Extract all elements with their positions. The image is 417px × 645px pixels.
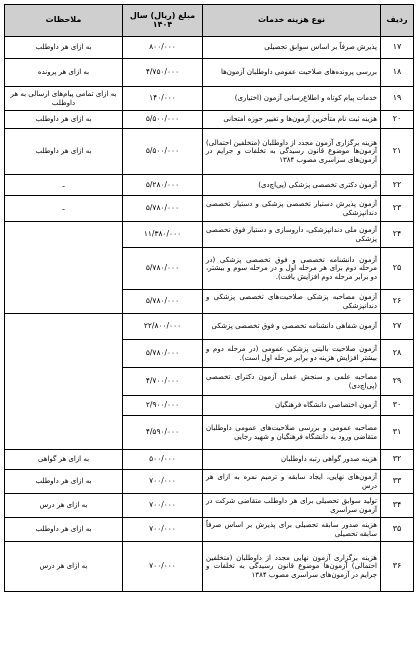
notes-cell: به ازای هر داوطلب bbox=[5, 111, 123, 129]
notes-cell bbox=[5, 314, 123, 450]
service-description: تولید سوابق تحصیلی برای هر داوطلب متقاضی شرکت در آزمون سراسری bbox=[203, 494, 381, 518]
service-description: آزمون دانشنامه تخصصی و فوق تخصصی پزشکی (در مرحله دوم برای هر مرحله اول و در مرحله سوم و بیشتر، دو برابر مرحله دوم افزایش یافت). bbox=[203, 248, 381, 290]
table-row bbox=[5, 450, 414, 470]
fee-table-body bbox=[5, 37, 414, 592]
header-amount: مبلغ (ریال) سال ۱۴۰۴ bbox=[123, 5, 203, 37]
row-number: ۳۵ bbox=[381, 518, 414, 542]
amount-value: ۴/۷۰۰/۰۰۰ bbox=[123, 368, 203, 396]
fee-table-container bbox=[4, 4, 413, 592]
table-row bbox=[5, 59, 414, 87]
service-description: هزینه ثبت نام متأخرین آزمون‌ها و تغییر حوزه امتحانی bbox=[203, 111, 381, 129]
table-row bbox=[5, 111, 414, 129]
notes-cell: ـ bbox=[5, 196, 123, 222]
amount-value: ۵۰۰/۰۰۰ bbox=[123, 450, 203, 470]
service-description: پذیرش صرفاً بر اساس سوابق تحصیلی bbox=[203, 37, 381, 59]
notes-cell: به ازای هر داوطلب bbox=[5, 129, 123, 175]
service-description: هزینه صدور گواهی رتبه داوطلبان bbox=[203, 450, 381, 470]
service-description: خدمات پیام کوتاه و اطلاع‌رسانی آزمون (اختیاری) bbox=[203, 87, 381, 111]
table-row bbox=[5, 518, 414, 542]
header-row-number: ردیف bbox=[381, 5, 414, 37]
row-number: ۲۸ bbox=[381, 340, 414, 368]
service-description: هزینه صدور سابقه تحصیلی برای پذیرش بر اساس صرفاً سابقه تحصیلی bbox=[203, 518, 381, 542]
row-number: ۲۳ bbox=[381, 196, 414, 222]
service-description: مصاحبه عمومی و بررسی صلاحیت‌های عمومی داوطلبان متقاضی ورود به دانشگاه فرهنگیان و شهید رجایی bbox=[203, 416, 381, 450]
row-number: ۲۱ bbox=[381, 129, 414, 175]
amount-value: ۱۴۰/۰۰۰ bbox=[123, 87, 203, 111]
row-number: ۳۰ bbox=[381, 396, 414, 416]
amount-value: ۴/۷۵۰/۰۰۰ bbox=[123, 59, 203, 87]
amount-value: ۲/۹۰۰/۰۰۰ bbox=[123, 396, 203, 416]
amount-value: ۷۰۰/۰۰۰ bbox=[123, 518, 203, 542]
amount-value: ۷۰۰/۰۰۰ bbox=[123, 494, 203, 518]
row-number: ۳۶ bbox=[381, 542, 414, 592]
row-number: ۲۷ bbox=[381, 314, 414, 340]
amount-value: ۵/۵۰۰/۰۰۰ bbox=[123, 129, 203, 175]
row-number: ۲۴ bbox=[381, 222, 414, 248]
notes-cell: به ازای هر داوطلب bbox=[5, 37, 123, 59]
table-row bbox=[5, 470, 414, 494]
amount-value: ۸۰۰/۰۰۰ bbox=[123, 37, 203, 59]
table-row bbox=[5, 196, 414, 222]
row-number: ۱۸ bbox=[381, 59, 414, 87]
header-service-type: نوع هزینه خدمات bbox=[203, 5, 381, 37]
service-description: آزمون ملی دندانپزشکی، داروسازی و دستیار فوق تخصصی پزشکی bbox=[203, 222, 381, 248]
notes-cell: ـ bbox=[5, 175, 123, 196]
amount-value: ۵/۷۸۰/۰۰۰ bbox=[123, 340, 203, 368]
service-description: آزمون شفاهی دانشنامه تخصصی و فوق تخصصی پزشکی bbox=[203, 314, 381, 340]
table-row bbox=[5, 542, 414, 592]
notes-cell: به ازای هر داوطلب bbox=[5, 518, 123, 542]
notes-cell: به ازای هر درس bbox=[5, 542, 123, 592]
row-number: ۱۹ bbox=[381, 87, 414, 111]
amount-value: ۱۱/۳۸۰/۰۰۰ bbox=[123, 222, 203, 248]
row-number: ۲۹ bbox=[381, 368, 414, 396]
amount-value: ۵/۲۸۰/۰۰۰ bbox=[123, 175, 203, 196]
row-number: ۲۲ bbox=[381, 175, 414, 196]
row-number: ۳۳ bbox=[381, 470, 414, 494]
amount-value: ۵/۷۸۰/۰۰۰ bbox=[123, 248, 203, 290]
notes-cell: به ازای هر درس bbox=[5, 494, 123, 518]
header-notes: ملاحظات bbox=[5, 5, 123, 37]
row-number: ۱۷ bbox=[381, 37, 414, 59]
notes-cell: به ازای هر گواهی bbox=[5, 450, 123, 470]
amount-value: ۷۰۰/۰۰۰ bbox=[123, 542, 203, 592]
service-description: مصاحبه علمی و سنجش عملی آزمون دکترای تخصصی (پی‌اچ‌دی) bbox=[203, 368, 381, 396]
row-number: ۳۱ bbox=[381, 416, 414, 450]
row-number: ۳۲ bbox=[381, 450, 414, 470]
row-number: ۳۴ bbox=[381, 494, 414, 518]
service-description: آزمون پذیرش دستیار تخصصی پزشکی و دستیار تخصصی دندانپزشکی bbox=[203, 196, 381, 222]
header-row bbox=[5, 5, 414, 37]
table-row bbox=[5, 129, 414, 175]
notes-cell bbox=[5, 222, 123, 314]
amount-value: ۴/۵۹۰/۰۰۰ bbox=[123, 416, 203, 450]
table-row bbox=[5, 87, 414, 111]
row-number: ۲۰ bbox=[381, 111, 414, 129]
table-row bbox=[5, 175, 414, 196]
service-description: آزمون دکتری تخصصی پزشکی (پی‌اچ‌دی) bbox=[203, 175, 381, 196]
notes-cell: به ازای تمامی پیام‌های ارسالی به هر داوطلب bbox=[5, 87, 123, 111]
service-description: آزمون مصاحبه پزشکی صلاحیت‌های تخصصی پزشکی و دندانپزشکی bbox=[203, 290, 381, 314]
table-row bbox=[5, 222, 414, 248]
service-description: هزینه برگزاری آزمون مجدد از داوطلبان (متخلفین احتمالی) آزمون‌ها موضوع قانون رسیدگی به تخلفات و جرایم در آزمون‌های سراسری مصوب ۱۳۸۴ bbox=[203, 129, 381, 175]
service-description: بررسی پرونده‌های صلاحیت عمومی داوطلبان آزمون‌ها bbox=[203, 59, 381, 87]
fee-table bbox=[4, 4, 414, 592]
row-number: ۲۵ bbox=[381, 248, 414, 290]
service-description: هزینه برگزاری آزمون نهایی مجدد از داوطلبان (متخلفین احتمالی) آزمون‌ها موضوع قانون رسیدگی به تخلفات و جرایم در آزمون‌های سراسری مصوب ۱۳۸۴ bbox=[203, 542, 381, 592]
service-description: آزمون صلاحیت بالینی پزشکی عمومی (در مرحله دوم و بیشتر افزایش هزینه دو برابر مرحله اول است). bbox=[203, 340, 381, 368]
service-description: آزمون اختصاصی دانشگاه فرهنگیان bbox=[203, 396, 381, 416]
notes-cell: به ازای هر پرونده bbox=[5, 59, 123, 87]
amount-value: ۵/۷۸۰/۰۰۰ bbox=[123, 290, 203, 314]
table-row bbox=[5, 37, 414, 59]
notes-cell: به ازای هر داوطلب bbox=[5, 470, 123, 494]
amount-value: ۷۰۰/۰۰۰ bbox=[123, 470, 203, 494]
amount-value: ۵/۷۸۰/۰۰۰ bbox=[123, 196, 203, 222]
row-number: ۲۶ bbox=[381, 290, 414, 314]
amount-value: ۲۲/۸۰۰/۰۰۰ bbox=[123, 314, 203, 340]
amount-value: ۵/۵۰۰/۰۰۰ bbox=[123, 111, 203, 129]
table-row bbox=[5, 494, 414, 518]
service-description: آزمون‌های نهایی، ایجاد سابقه و ترمیم نمره به ازای هر درس bbox=[203, 470, 381, 494]
table-row bbox=[5, 314, 414, 340]
